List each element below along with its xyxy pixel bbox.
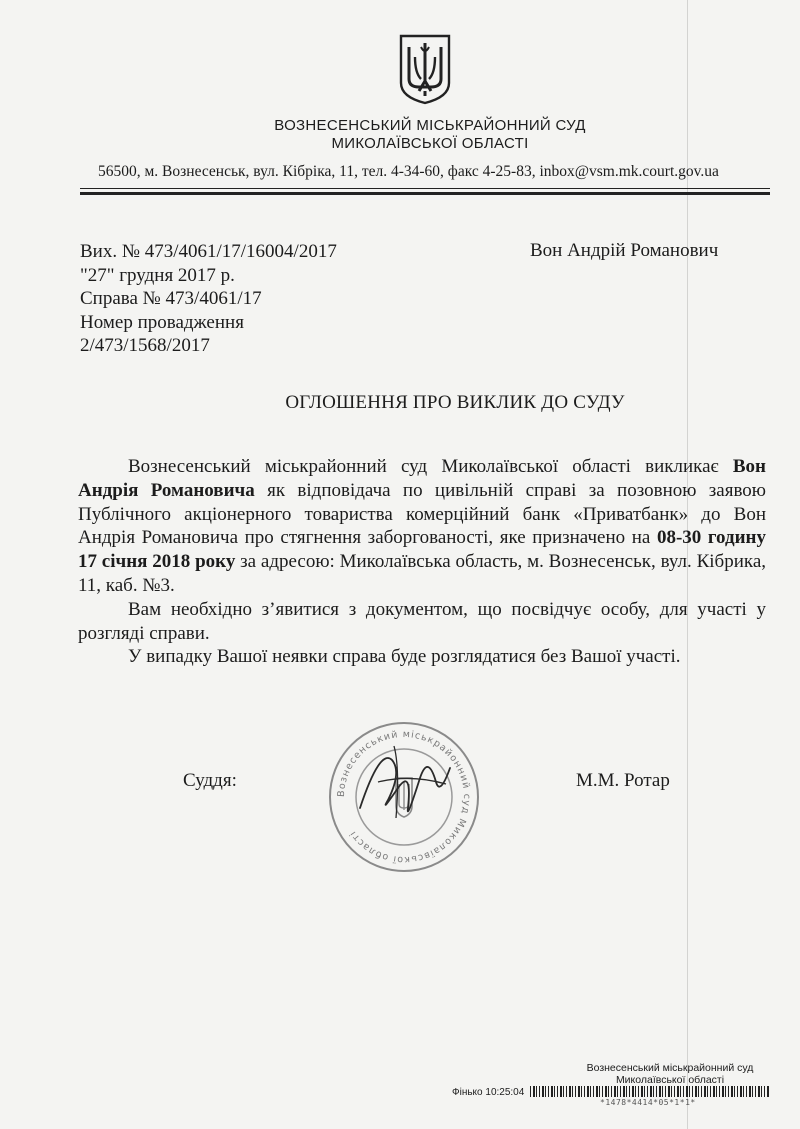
summons-body bbox=[78, 455, 766, 669]
footer-court-stamp bbox=[560, 1062, 780, 1086]
header-divider-thick bbox=[80, 192, 770, 195]
judge-signature-icon bbox=[350, 738, 460, 826]
court-address: 56500, м. Вознесенськ, вул. Кібріка, 11, тел. 4-34-60, факс 4-25-83, inbox@vsm.mk.court.gov.ua bbox=[98, 163, 719, 180]
body-paragraph-2: Вам необхідно з’явитися з документом, що посвідчує особу, для участі у розгляді справи. bbox=[78, 598, 766, 644]
footer-court-line-2: Миколаївської області bbox=[615, 1074, 725, 1086]
p1-intro: Вознесенський міськрайонний суд Миколаївської області викликає bbox=[128, 456, 733, 477]
hearing-datetime: 08-30 годину 17 січня 2018 року bbox=[78, 527, 766, 573]
p1-end: за адресою: Миколаївська область, м. Вознесенськ, вул. Кібрика, 11, каб. №3. bbox=[78, 551, 767, 596]
p1-middle: як відповідача по цивільній справі за позовною заявою Публічного акціонерного товариства комерційний банк «Приватбанк» до Вон Андрія Романовича про стягнення заборгованості, яке призначено на bbox=[78, 479, 766, 549]
header-divider-thin bbox=[80, 188, 770, 189]
defendant-name: Вон Андрія Романовича bbox=[78, 456, 766, 501]
case-number: Справа № 473/4061/17 bbox=[80, 288, 262, 309]
footer-court-line-1: Вознесенський міськрайонний суд bbox=[586, 1062, 754, 1074]
document-date: "27" грудня 2017 р. bbox=[80, 264, 235, 286]
barcode-code: *1478*4414*05*1*1* bbox=[600, 1098, 696, 1107]
court-name-line-2: МИКОЛАЇВСЬКОЇ ОБЛАСТІ bbox=[331, 135, 529, 152]
judge-label: Суддя: bbox=[183, 770, 237, 791]
outgoing-number: Вих. № 473/4061/17/16004/2017 bbox=[80, 241, 337, 262]
document-meta bbox=[80, 240, 337, 358]
footer-time-stamp: Фінько 10:25:04 bbox=[452, 1087, 525, 1098]
document-title: ОГЛОШЕННЯ ПРО ВИКЛИК ДО СУДУ bbox=[285, 392, 625, 413]
barcode bbox=[530, 1086, 770, 1097]
body-paragraph-3: У випадку Вашої неявки справа буде розглядатися без Вашої участі. bbox=[128, 646, 681, 668]
seal-text: Вознесенський міськрайонний суд Миколаївської області bbox=[335, 728, 473, 866]
body-paragraph-1 bbox=[78, 455, 766, 598]
recipient-name: Вон Андрій Романович bbox=[530, 240, 719, 261]
judge-name: М.М. Ротар bbox=[576, 770, 670, 791]
proceeding-number: 2/473/1568/2017 bbox=[80, 335, 210, 356]
court-name-line-1: ВОЗНЕСЕНСЬКИЙ МІСЬКРАЙОННИЙ СУД bbox=[274, 117, 586, 134]
trident-emblem-icon bbox=[397, 33, 453, 105]
proceeding-label: Номер провадження bbox=[80, 311, 244, 333]
